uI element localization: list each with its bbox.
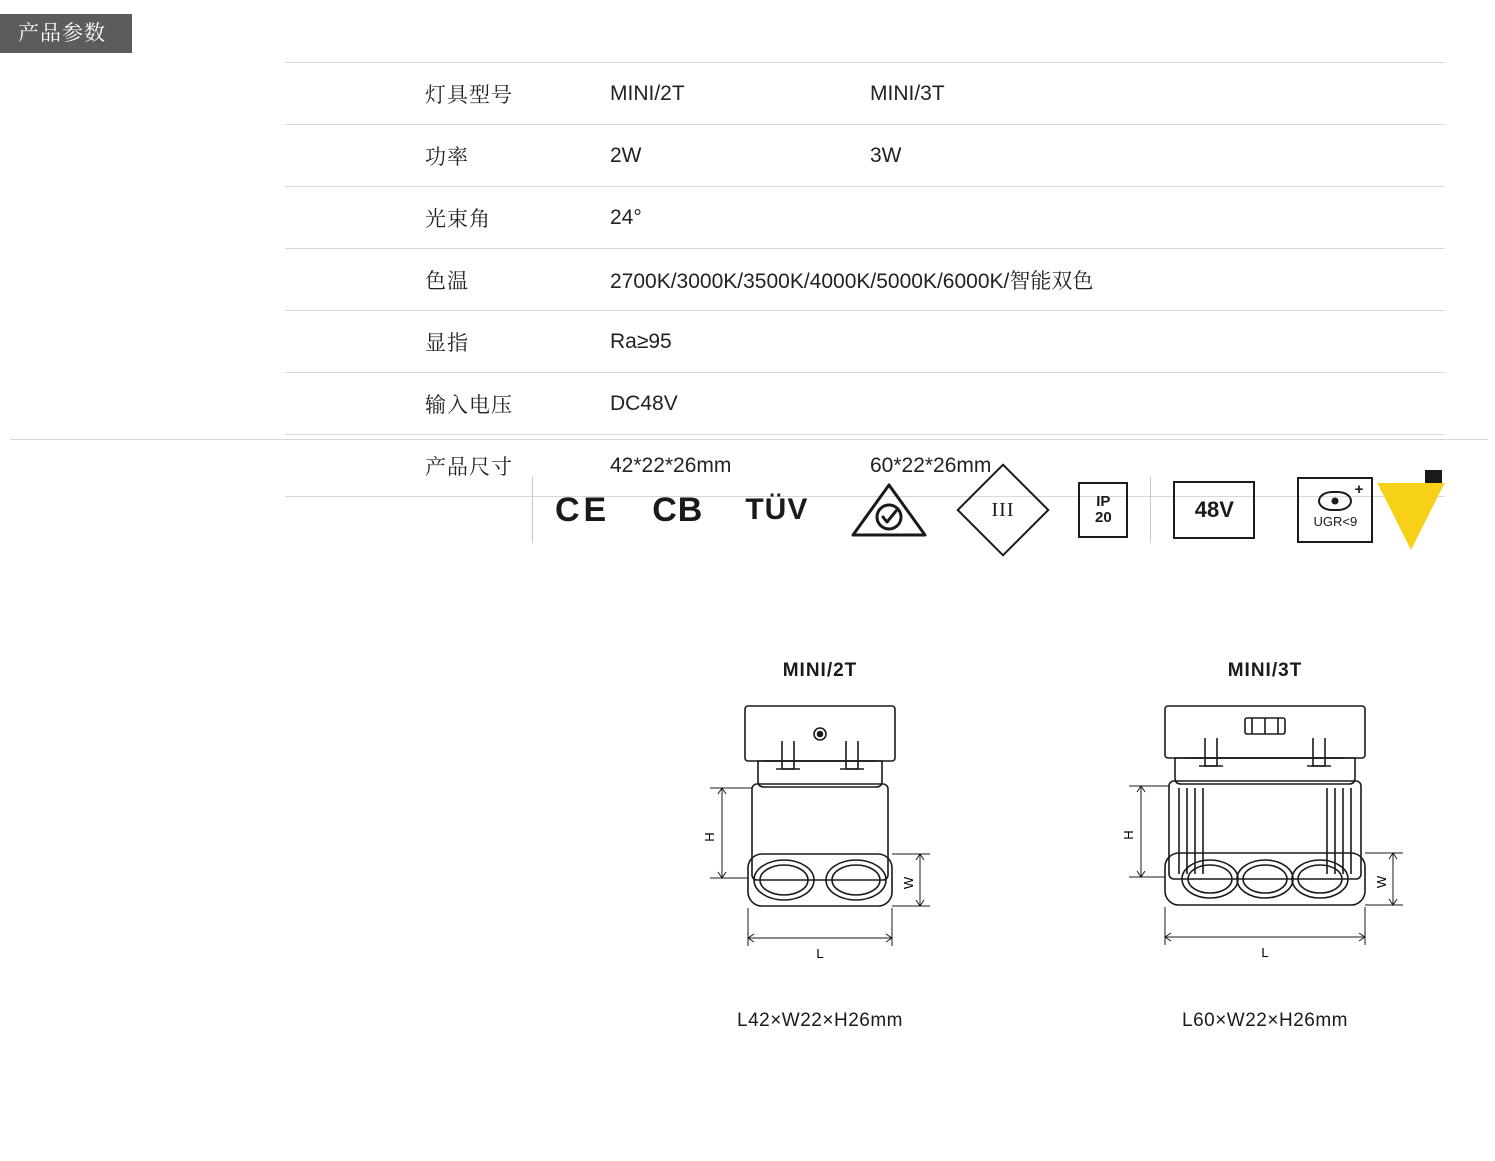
divider	[10, 439, 1488, 440]
voltage-badge-label: 48V	[1194, 497, 1234, 522]
spec-value-primary: 42*22*26mm	[610, 454, 732, 477]
product-dimensions-caption: L42×W22×H26mm	[737, 1010, 903, 1031]
spec-value-primary: 2W	[610, 144, 642, 167]
ip-rating-prefix: IP	[1096, 493, 1111, 511]
spec-value-secondary: 3W	[870, 144, 902, 167]
dimension-l-label: L	[1261, 945, 1269, 960]
section-title: 产品参数	[0, 14, 132, 53]
eye-icon	[1318, 491, 1352, 511]
cb-mark-label: CB	[652, 490, 704, 529]
spec-value-secondary: MINI/3T	[870, 82, 945, 105]
ip-rating-value: 20	[1095, 509, 1112, 526]
ip-rating-icon	[1078, 470, 1128, 550]
table-row	[285, 373, 1445, 435]
spec-table	[285, 62, 1445, 497]
product-title: MINI/2T	[782, 660, 858, 681]
spec-value-primary: MINI/2T	[610, 82, 685, 105]
ugr-badge-label: UGR<9	[1313, 514, 1358, 529]
tuv-mark-label: TÜV	[745, 493, 809, 526]
dimension-w-label: W	[901, 876, 916, 890]
product-title: MINI/3T	[1227, 660, 1303, 681]
spec-value-secondary: 60*22*26mm	[870, 454, 992, 477]
beam-cone	[1378, 483, 1445, 550]
table-row	[285, 63, 1445, 125]
spec-label: 产品尺寸	[425, 456, 513, 479]
dimension-h-label: H	[1121, 830, 1136, 840]
spec-value-secondary	[870, 187, 1445, 249]
beam-fixture-cap	[1425, 470, 1442, 483]
spec-value-primary: 24°	[610, 206, 642, 229]
class-three-mark-icon	[970, 470, 1036, 550]
spec-label: 输入电压	[425, 394, 513, 417]
ce-mark-icon	[555, 470, 610, 550]
product-diagram	[1100, 696, 1430, 996]
product-diagram	[660, 696, 980, 996]
product-drawing-mini-2t	[660, 660, 980, 1032]
spec-label: 功率	[425, 146, 469, 169]
ce-mark-label: CE	[555, 490, 611, 529]
table-row	[285, 187, 1445, 249]
product-drawing-mini-3t	[1100, 660, 1430, 1032]
spec-value-primary: Ra≥95	[610, 330, 672, 353]
dimension-h-label: H	[702, 832, 717, 842]
spec-label: 光束角	[425, 208, 491, 231]
plus-icon: +	[1354, 481, 1364, 498]
divider	[532, 477, 533, 543]
product-dimensions-caption: L60×W22×H26mm	[1182, 1010, 1348, 1031]
spec-value-primary: DC48V	[610, 392, 678, 415]
table-row	[285, 311, 1445, 373]
class-three-diamond	[957, 463, 1050, 556]
spec-label: 色温	[425, 270, 469, 293]
tuv-mark-icon	[745, 470, 808, 550]
rcm-mark-icon	[850, 470, 928, 550]
spec-value-primary: 2700K/3000K/3500K/4000K/5000K/6000K/智能双色	[610, 270, 1094, 293]
certification-row	[510, 470, 1467, 550]
voltage-badge-icon	[1173, 470, 1255, 550]
dimension-w-label: W	[1374, 875, 1389, 889]
cb-mark-icon	[652, 470, 703, 550]
ugr-badge-icon	[1297, 470, 1373, 550]
table-row	[285, 125, 1445, 187]
dimension-l-label: L	[816, 946, 824, 961]
table-row	[285, 249, 1445, 311]
beam-icon	[1399, 470, 1467, 550]
class-three-label: III	[991, 498, 1015, 521]
divider	[1150, 477, 1151, 543]
spec-label: 显指	[425, 332, 469, 355]
spec-label: 灯具型号	[425, 84, 513, 107]
